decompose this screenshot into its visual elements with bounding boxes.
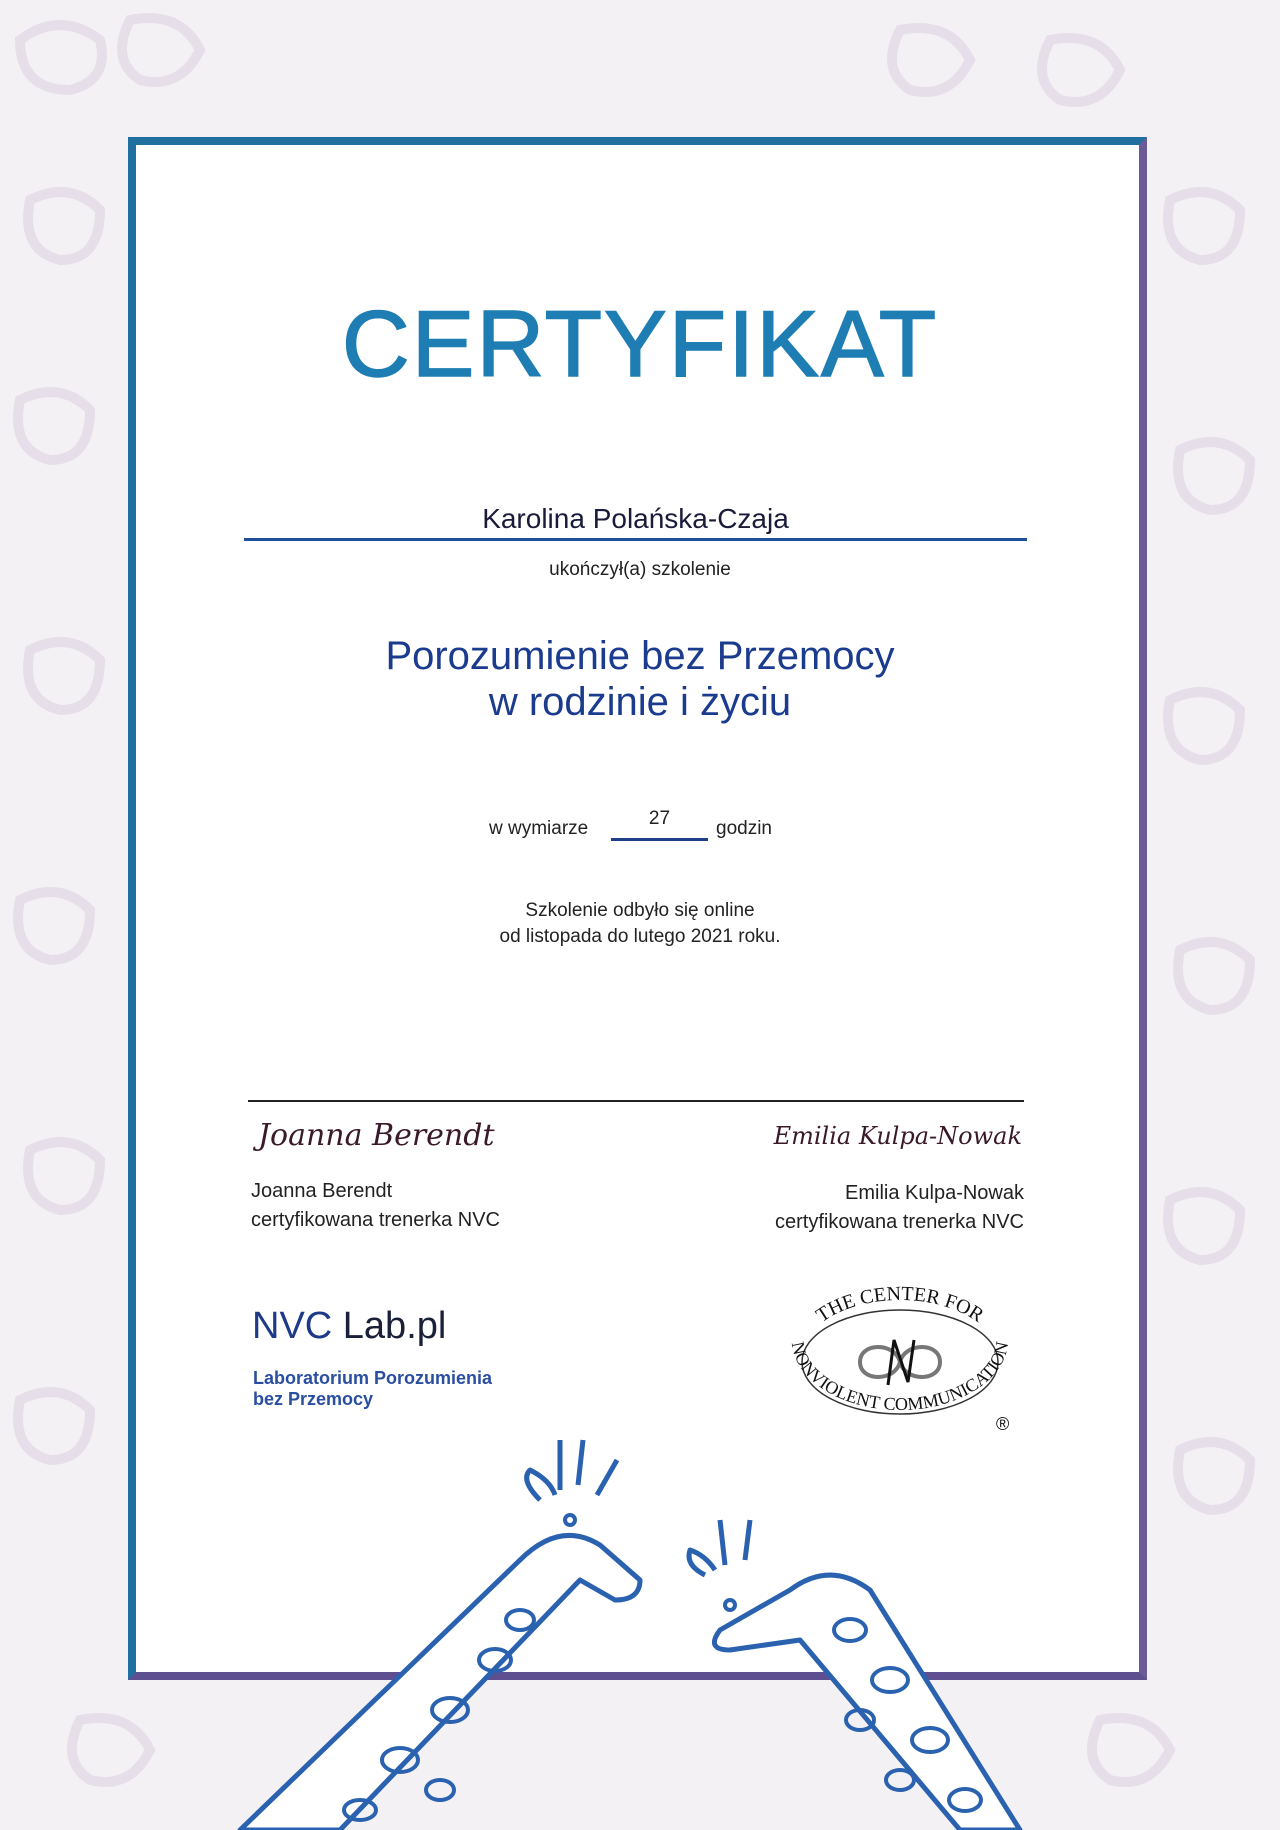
signer-right-role: certyfikowana trenerka NVC (775, 1211, 1024, 1233)
course-title-line2: w rodzinie i życiu (488, 680, 792, 724)
signer-right-name: Emilia Kulpa-Nowak (845, 1182, 1024, 1204)
registered-mark: ® (996, 1414, 1010, 1434)
logo-brand-lab: Lab.pl (332, 1305, 447, 1347)
hours-suffix: godzin (716, 818, 772, 839)
recipient-name: Karolina Polańska-Czaja (482, 503, 789, 534)
logo-subtitle-line1: Laboratorium Porozumienia (253, 1368, 493, 1388)
info-line2: od listopada do lutego 2021 roku. (499, 926, 781, 947)
hours-prefix: w wymiarze (489, 818, 589, 839)
info-line1: Szkolenie odbyło się online (525, 900, 755, 921)
certificate-title: CERTYFIKAT (341, 291, 939, 396)
signature-left: Joanna Berendt (258, 1118, 495, 1153)
signature-right: Emilia Kulpa-Nowak (773, 1122, 1022, 1150)
seal-bottom-text: NONVIOLENT COMMUNICATION (787, 1339, 1013, 1415)
seal-top-text: THE CENTER FOR (812, 1282, 988, 1327)
logo-subtitle-line2: bez Przemocy (253, 1389, 374, 1409)
signer-left-name: Joanna Berendt (251, 1180, 393, 1202)
completed-label: ukończył(a) szkolenie (549, 559, 731, 580)
logo-brand-nvc: NVC (252, 1305, 333, 1347)
course-title-line1: Porozumienie bez Przemocy (385, 634, 895, 678)
hours-value: 27 (648, 808, 671, 829)
signer-left-role: certyfikowana trenerka NVC (251, 1209, 500, 1231)
